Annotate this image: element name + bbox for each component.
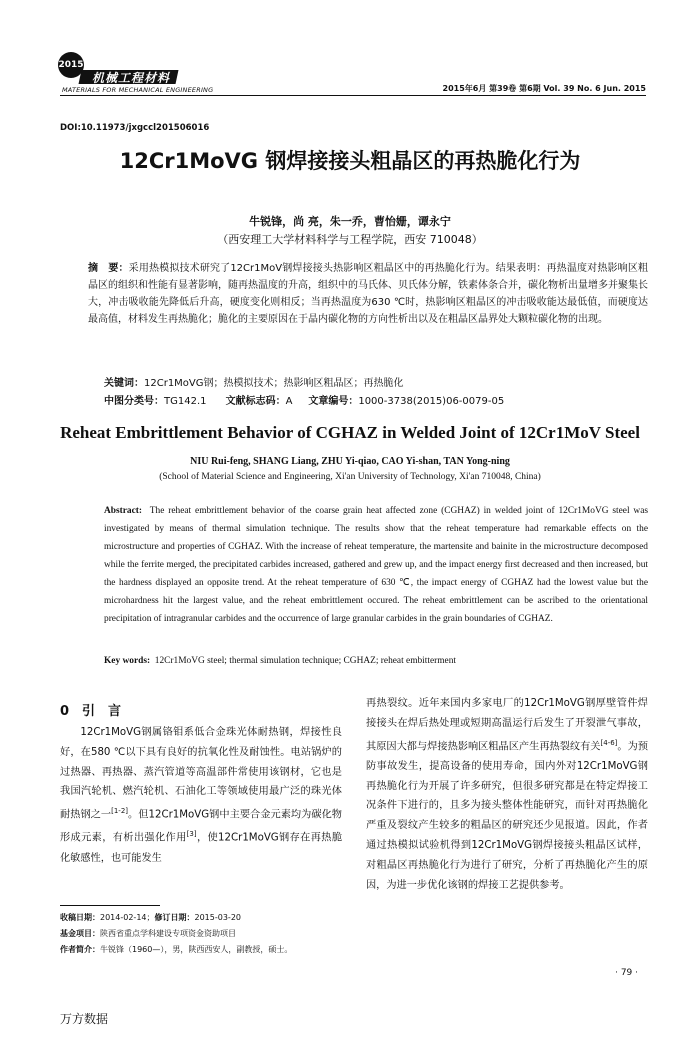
doi: DOI:10.11973/jxgccl201506016 — [60, 123, 210, 133]
abstract-cn-label: 摘 要： — [88, 263, 129, 274]
abstract-en-text: The reheat embrittlement behavior of the coarse grain heat affected zone (CGHAZ) in welded joint of 12Cr1MoVG steel was investigated by means of thermal simulation technique. The results show that the reheat temperature had remarkable effects on the microstructure and properties of CGHAZ. With the increase of reheat temperature, the martensite and bainite in the microstructure decomposed while the ferrite merged, the precipitated carbides increased, gathered and grew up, and the impact energy first decreased and then increased, but the hardness displayed an opposite trend. At the reheat temperature of 630 ℃, the impact energy of CGHAZ had the lowest value but the microhardness hit the largest value, and the reheat embrittlement occured. The reheat embrittlement can be ascribed to the orientational precipitation of intragranular carbides and the occurrence of large granular carbides in the grain boundaries of CGHAZ. — [104, 506, 649, 624]
citation-2: [3] — [186, 830, 197, 839]
page-number: · 79 · — [615, 968, 638, 978]
intro-right-column — [366, 694, 648, 895]
authors-cn: 牛锐锋，尚 亮，朱一乔，曹怡姗，谭永宁 — [249, 215, 451, 228]
citation-3: [4-6] — [600, 738, 618, 747]
watermark: 万方数据 — [60, 1012, 109, 1026]
author-bio-label: 作者简介： — [60, 945, 100, 954]
authors-en: NIU Rui-feng, SHANG Liang, ZHU Yi-qiao, CAO Yi-shan, TAN Yong-ning — [190, 456, 510, 467]
clc-value: TG142.1 — [164, 396, 207, 407]
intro-right-text-2: 。为预防事故发生，提高设备的使用寿命，国内外对12Cr1MoVG钢再热脆化行为开展了许多研究，但很多研究都是在特定焊接工况条件下进行的，且多为接头整体性能研究，而针对再热脆化严重及裂纹产生较多的粗晶区的研究还少见报道。因此，作者通过热模拟试验机得到12Cr1MoVG钢焊接接头粗晶区试样，对粗晶区再热脆化行为进行了研究，分析了再热脆化产生的原因，为进一步优化该钢的焊接工艺提供参考。 — [366, 740, 649, 891]
footnote-rule — [60, 905, 160, 906]
author-bio-text: 牛锐锋（1960—），男，陕西西安人，副教授，硕士。 — [100, 945, 293, 954]
intro-left-column — [60, 723, 342, 868]
received-label: 收稿日期： — [60, 913, 100, 922]
article-no-label: 文章编号： — [308, 396, 359, 407]
keywords-en-text: 12Cr1MoVG steel; thermal simulation technique; CGHAZ; reheat embitterment — [154, 656, 457, 666]
abstract-en-label: Abstract: — [104, 506, 143, 516]
fund-text: 陕西省重点学科建设专项资金资助项目 — [100, 929, 236, 938]
doc-code-label: 文献标志码： — [225, 396, 286, 407]
fund-label: 基金项目： — [60, 929, 100, 938]
article-no-value: 1000-3738(2015)06-0079-05 — [358, 396, 505, 407]
intro-left-text-2: 。但12Cr1MoVG钢中主要合金元素均为碳化物形成元素，有析出强化作用 — [60, 809, 342, 844]
abstract-cn — [88, 260, 648, 328]
title-en: Reheat Embrittlement Behavior of CGHAZ in Welded Joint of 12Cr1MoV Steel — [60, 423, 640, 442]
keywords-en-label: Key words: — [104, 656, 151, 666]
intro-left-text-3: ，使12Cr1MoVG钢存在再热脆化敏感性，也可能发生 — [60, 832, 343, 864]
journal-year-badge: 2015 — [58, 52, 84, 78]
revised-label: 修订日期： — [154, 913, 195, 922]
section-title-introduction: 0 引 言 — [60, 704, 122, 719]
header-rule — [60, 95, 646, 96]
citation-1: [1-2] — [111, 807, 129, 816]
doc-code-value: A — [285, 396, 293, 407]
keywords-cn-text: 12Cr1MoVG钢；热模拟技术；热影响区粗晶区；再热脆化 — [144, 378, 404, 389]
abstract-cn-text: 采用热模拟技术研究了12Cr1MoV钢焊接接头热影响区粗晶区中的再热脆化行为。结果表明：再热温度对热影响区粗晶区的组织和性能有显著影响，随再热温度的升高，组织中的马氏体、贝氏体分解，铁素体条合并，碳化物析出量增多并聚集长大，冲击吸收能先降低后升高，硬度变化则相反；当再热温度为630 ℃时，热影响区粗晶区的冲击吸收能达最低值，而硬度达最高值，材料发生再热脆化；脆化的主要原因在于晶内碳化物的方向性析出以及在粗晶区晶界处大颗粒碳化物的出现。 — [88, 263, 648, 325]
keywords-cn — [104, 374, 404, 389]
title-cn: 12Cr1MoVG 钢焊接接头粗晶区的再热脆化行为 — [119, 149, 581, 173]
footnote-fund — [60, 928, 236, 939]
clc-label: 中图分类号： — [104, 396, 164, 407]
intro-left-text-1: 12Cr1MoVG钢属铬钼系低合金珠光体耐热钢，焊接性良好，在580 ℃以下具有良好的抗氧化性及耐蚀性。电站锅炉的过热器、再热器、蒸汽管道等高温部件常使用该钢材，它也是我国汽轮机、燃汽轮机、石油化工等领域使用最广泛的珠光体耐热钢之一 — [60, 727, 342, 821]
keywords-cn-label: 关键词： — [104, 378, 144, 389]
abstract-en — [104, 502, 648, 628]
keywords-en — [104, 656, 456, 666]
footnote-author — [60, 944, 292, 955]
journal-name-en: MATERIALS FOR MECHANICAL ENGINEERING — [62, 86, 214, 94]
journal-name-cn: 机械工程材料 — [92, 71, 171, 85]
received-date: 2014-02-14 — [100, 913, 147, 922]
classification-line — [104, 392, 504, 407]
issue-info: 2015年6月 第39卷 第6期 Vol. 39 No. 6 Jun. 2015 — [442, 84, 646, 93]
intro-right-text-1: 再热裂纹。近年来国内多家电厂的12Cr1MoVG钢厚壁管件焊接接头在焊后热处理或短期高温运行后发生了开裂泄气事故，其原因大都与焊接热影响区粗晶区产生再热裂纹有关 — [366, 698, 648, 752]
revised-date: 2015-03-20 — [194, 913, 241, 922]
affiliation-cn: （西安理工大学材料科学与工程学院，西安 710048） — [217, 233, 483, 246]
footnote-dates: 收稿日期：2014-02-14；修订日期：2015-03-20 — [60, 913, 241, 922]
affiliation-en: (School of Material Science and Engineering, Xi'an University of Technology, Xi'an 710048, China) — [159, 472, 541, 482]
